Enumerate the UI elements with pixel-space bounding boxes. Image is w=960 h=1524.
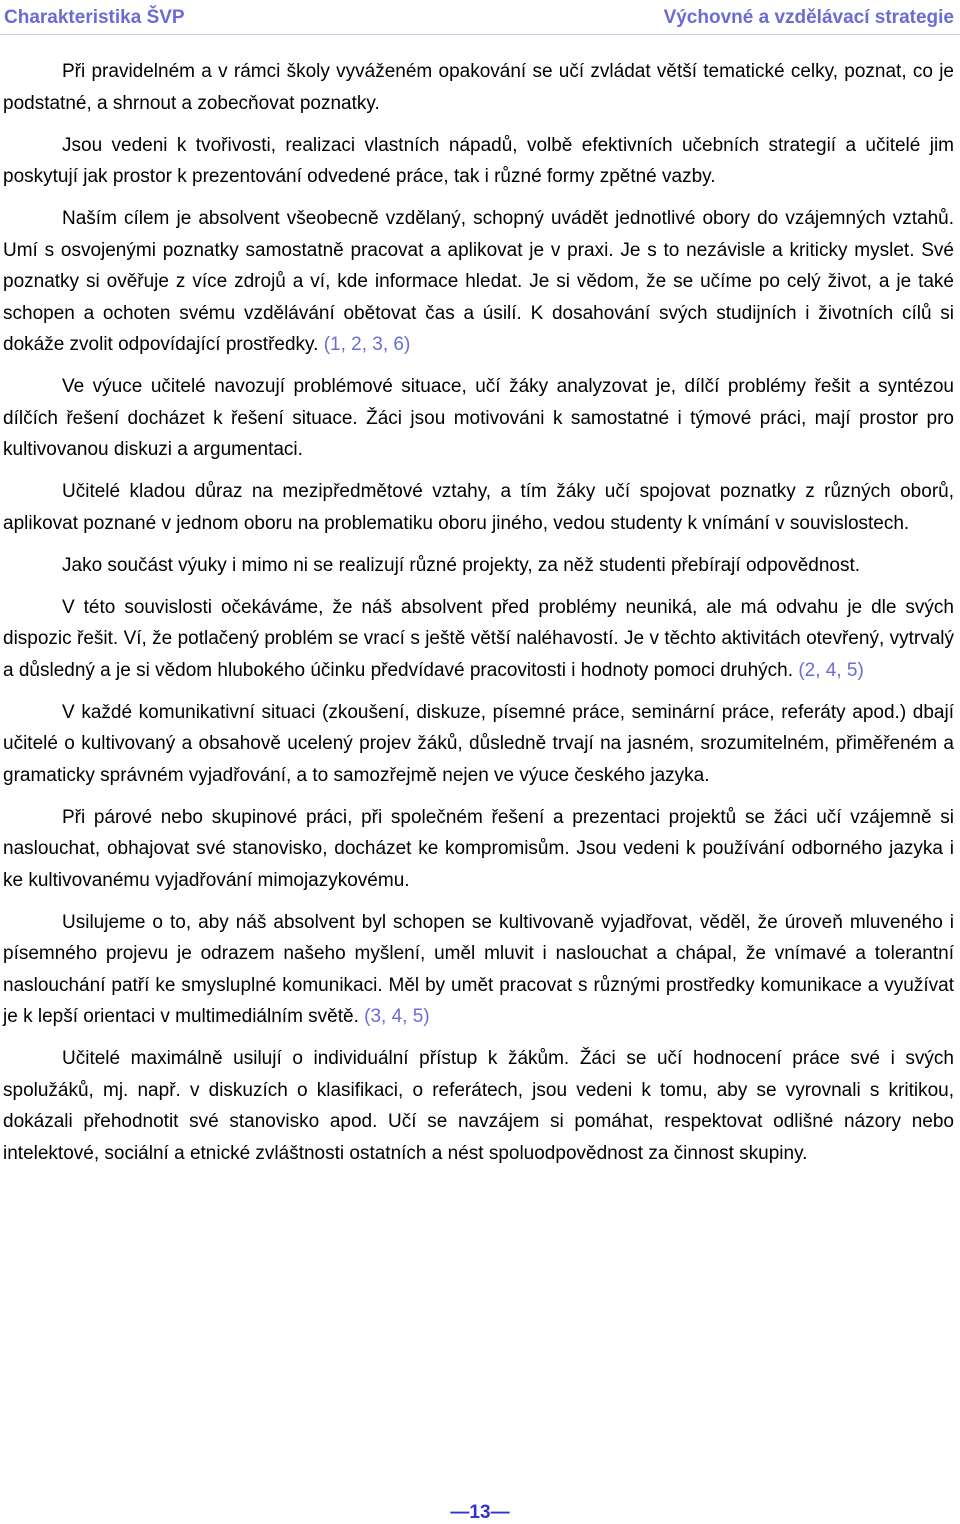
header-divider — [0, 34, 960, 35]
document-body — [3, 56, 954, 1180]
paragraph: V této souvislosti očekáváme, že náš absolvent před problémy neuniká, ale má odvahu je dle svých dispozic řešit. Ví, že potlačený problém se vrací s ještě větší naléhavostí. Je v těchto aktivitách otevřený, vytrvalý a důsledný a je si vědom hlubokého účinku předvídavé pracovitosti i hodnoty pomoci druhých. (2, 4, 5) — [3, 596, 954, 681]
header-section-title: Charakteristika ŠVP — [4, 7, 185, 28]
paragraph: Ve výuce učitelé navozují problémové situace, učí žáky analyzovat je, dílčí problémy řešit a syntézou dílčích řešení docházet k řešení situace. Žáci jsou motivováni k samostatné i týmové práci, mají prostor pro kultivovanou diskuzi a argumentaci. — [3, 376, 954, 460]
page-number-dash-left: — — [450, 1502, 470, 1523]
page-header — [4, 4, 954, 32]
reference-citation: (1, 2, 3, 6) — [323, 334, 411, 355]
reference-citation: (3, 4, 5) — [364, 1006, 430, 1027]
page-number: —13— — [450, 1502, 510, 1523]
paragraph: V každé komunikativní situaci (zkoušení, diskuze, písemné práce, seminární práce, referáty apod.) dbají učitelé o kultivovaný a obsahově ucelený projev žáků, důsledně trvají na jasném, srozumitelném, přiměřeném a gramaticky správném vyjadřování, a to samozřejmě nejen ve výuce českého jazyka. — [3, 701, 954, 786]
paragraph: Jsou vedeni k tvořivosti, realizaci vlastních nápadů, volbě efektivních učebních strategií a učitelé jim poskytují jak prostor k prezentování odvedené práce, tak i různé formy zpětné vazby. — [3, 134, 954, 187]
paragraph: Při párové nebo skupinové práci, při společném řešení a prezentaci projektů se žáci učí vzájemně si naslouchat, obhajovat své stanovisko, docházet ke kompromisům. Jsou vedeni k používání odborného jazyka i ke kultivovanému vyjadřování mimojazykovému. — [3, 806, 954, 891]
reference-citation: (2, 4, 5) — [798, 659, 864, 681]
paragraph: Jako součást výuky i mimo ni se realizují různé projekty, za něž studenti přebírají odpovědnost. — [62, 554, 861, 576]
header-chapter-title: Výchovné a vzdělávací strategie — [663, 7, 954, 28]
paragraph: Při pravidelném a v rámci školy vyváženém opakování se učí zvládat větší tematické celky, poznat, co je podstatné, a shrnout a zobecňovat poznatky. — [3, 61, 954, 114]
paragraph: Učitelé maximálně usilují o individuální přístup k žákům. Žáci se učí hodnocení práce své i svých spolužáků, mj. např. v diskuzích o klasifikaci, o referátech, jsou vedeni k tomu, aby se vyrovnali s kritikou, dokázali přehodnotit své stanovisko apod. Učí se navzájem si pomáhat, respektovat odlišné názory nebo intelektové, sociální a etnické zvláštnosti ostatních a nést spoluodpovědnost za činnost skupiny. — [3, 1048, 954, 1164]
paragraph: Naším cílem je absolvent všeobecně vzdělaný, schopný uvádět jednotlivé obory do vzájemných vztahů. Umí s osvojenými poznatky samostatně pracovat a aplikovat je v praxi. Je s to nezávisle a kriticky myslet. Své poznatky si ověřuje z více zdrojů a ví, kde informace hledat. Je si vědom, že se učíme po celý život, a je také schopen a ochoten svému vzdělávání obětovat čas a úsilí. K dosahování svých studijních i životních cílů si dokáže zvolit odpovídající prostředky. (1, 2, 3, 6) — [3, 208, 954, 355]
paragraph: Usilujeme o to, aby náš absolvent byl schopen se kultivovaně vyjadřovat, věděl, že úroveň mluveného i písemného projevu je odrazem našeho myšlení, uměl mluvit i naslouchat a chápal, že vnímavé a tolerantní naslouchání patří ke smysluplné komunikaci. Měl by umět pracovat s různými prostředky komunikace a využívat je k lepší orientaci v multimediálním světě. (3, 4, 5) — [3, 911, 954, 1027]
paragraph: Učitelé kladou důraz na mezipředmětové vztahy, a tím žáky učí spojovat poznatky z různých oborů, aplikovat poznané v jednom oboru na problematiku oboru jiného, vedou studenty k vnímání v souvislostech. — [3, 481, 954, 534]
page-number-dash-right: — — [490, 1502, 510, 1523]
